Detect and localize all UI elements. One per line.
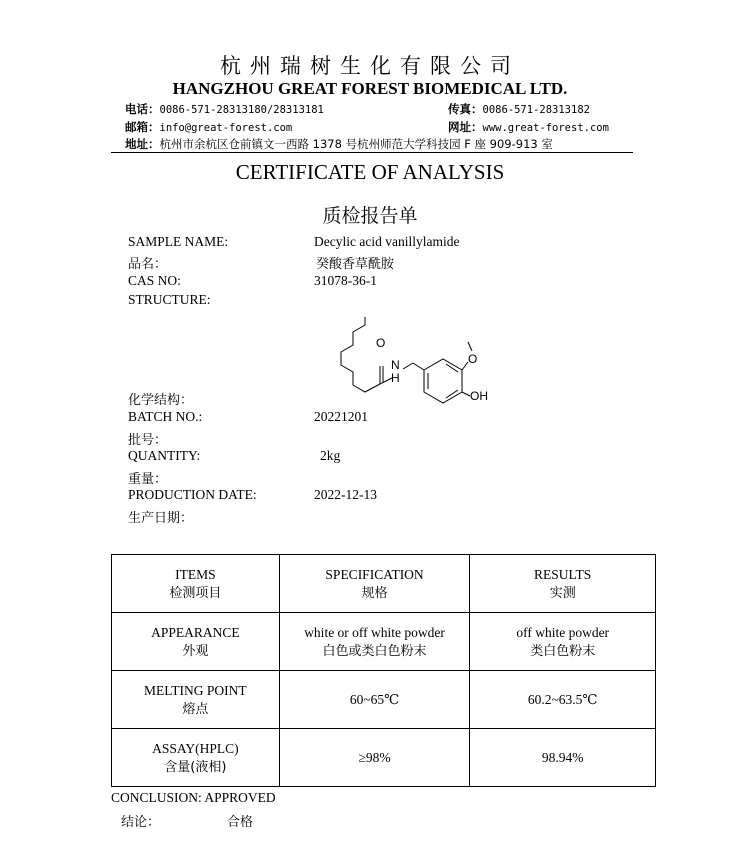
header-cell-items: [112, 555, 280, 613]
sample-name-value: Decylic acid vanillylamide: [314, 234, 460, 249]
atom-carbonyl-oxygen: O: [376, 336, 386, 350]
header-items-en: ITEMS: [175, 566, 216, 582]
item-cell: [112, 671, 280, 729]
header-divider: [111, 152, 633, 153]
table-row: [112, 729, 656, 787]
product-name-cn-label: 品名：: [128, 257, 168, 272]
item-en: ASSAY(HPLC): [152, 740, 239, 756]
header-results-cn: 实测: [549, 585, 576, 601]
spec-en: white or off white powder: [304, 624, 445, 640]
chemical-structure: [300, 306, 500, 406]
spec-cell: [279, 671, 470, 729]
sample-name-label: SAMPLE NAME:: [128, 234, 229, 249]
certificate-title: CERTIFICATE OF ANALYSIS: [235, 160, 505, 184]
item-cn: 含量(液相): [164, 759, 227, 775]
quantity-cn-label: 重量：: [128, 472, 168, 487]
web-value: www.great-forest.com: [482, 122, 609, 134]
result-cell: [470, 729, 656, 787]
item-cn: 外观: [182, 643, 209, 659]
header-cell-specification: [279, 555, 470, 613]
atom-methoxy-oxygen: O: [468, 352, 478, 366]
email-line: [125, 119, 292, 135]
header-items-cn: 检测项目: [169, 585, 222, 601]
conclusion-label: CONCLUSION: APPROVED: [111, 790, 276, 805]
conclusion-cn-value: 合格: [227, 815, 254, 830]
fax-line: [448, 101, 590, 117]
batch-value: 20221201: [314, 409, 368, 424]
spec-cn: 白色或类白色粉末: [322, 643, 427, 659]
spec-value: ≥98%: [358, 750, 391, 765]
table-row: [112, 671, 656, 729]
cas-label: CAS NO:: [128, 273, 181, 288]
table-header-row: [112, 555, 656, 613]
item-cn: 熔点: [182, 701, 209, 717]
web-line: [448, 119, 609, 135]
spec-cell: [279, 729, 470, 787]
result-value: 98.94%: [541, 750, 584, 765]
quantity-value: 2kg: [320, 448, 341, 463]
web-label: 网址：: [448, 120, 483, 134]
results-table: [111, 554, 656, 787]
certificate-title-cn: 质检报告单: [322, 205, 418, 227]
address-value: 杭州市余杭区仓前镇文一西路 1378 号杭州师范大学科技园 F 座 909-913 室: [159, 137, 553, 151]
atom-hydroxyl: OH: [470, 389, 488, 403]
item-en: APPEARANCE: [151, 624, 240, 640]
table-row: [112, 613, 656, 671]
email-value: info@great-forest.com: [159, 122, 293, 134]
spec-cell: [279, 613, 470, 671]
item-cell: [112, 729, 280, 787]
production-date-label: PRODUCTION DATE:: [128, 487, 257, 502]
result-cell: [470, 613, 656, 671]
spec-value: 60~65℃: [349, 692, 400, 707]
tel-label: 电话：: [125, 102, 160, 116]
item-cell: [112, 613, 280, 671]
quantity-label: QUANTITY:: [128, 448, 201, 463]
structure-label: STRUCTURE:: [128, 292, 211, 307]
email-label: 邮箱：: [125, 120, 160, 134]
structure-cn-label: 化学结构：: [128, 393, 194, 408]
batch-cn-label: 批号：: [128, 433, 168, 448]
production-date-cn-label: 生产日期：: [128, 511, 194, 526]
company-name-en: HANGZHOU GREAT FOREST BIOMEDICAL LTD.: [172, 79, 568, 98]
header-spec-en: SPECIFICATION: [325, 566, 424, 582]
fax-value: 0086-571-28313182: [482, 104, 590, 116]
cas-value: 31078-36-1: [314, 273, 377, 288]
conclusion-cn-label: 结论：: [121, 815, 161, 830]
atom-hydrogen: H: [391, 371, 400, 385]
address-line: [125, 136, 553, 152]
product-name-cn-value: 癸酸香草酰胺: [316, 257, 395, 272]
result-cn: 类白色粉末: [530, 643, 596, 659]
result-en: off white powder: [516, 624, 610, 640]
tel-value: 0086-571-28313180/28313181: [159, 104, 324, 116]
item-en: MELTING POINT: [144, 682, 247, 698]
header-cell-results: [470, 555, 656, 613]
tel-line: [125, 101, 324, 117]
header-results-en: RESULTS: [534, 566, 592, 582]
company-name-cn: 杭州瑞树生化有限公司: [220, 54, 520, 78]
result-cell: [470, 671, 656, 729]
atom-nitrogen: N: [391, 358, 400, 372]
header-spec-cn: 规格: [361, 585, 388, 601]
batch-label: BATCH NO.:: [128, 409, 203, 424]
address-label: 地址：: [125, 137, 160, 151]
production-date-value: 2022-12-13: [314, 487, 377, 502]
result-value: 60.2~63.5℃: [527, 692, 598, 707]
structure-diagram: [300, 306, 500, 406]
fax-label: 传真：: [448, 102, 483, 116]
